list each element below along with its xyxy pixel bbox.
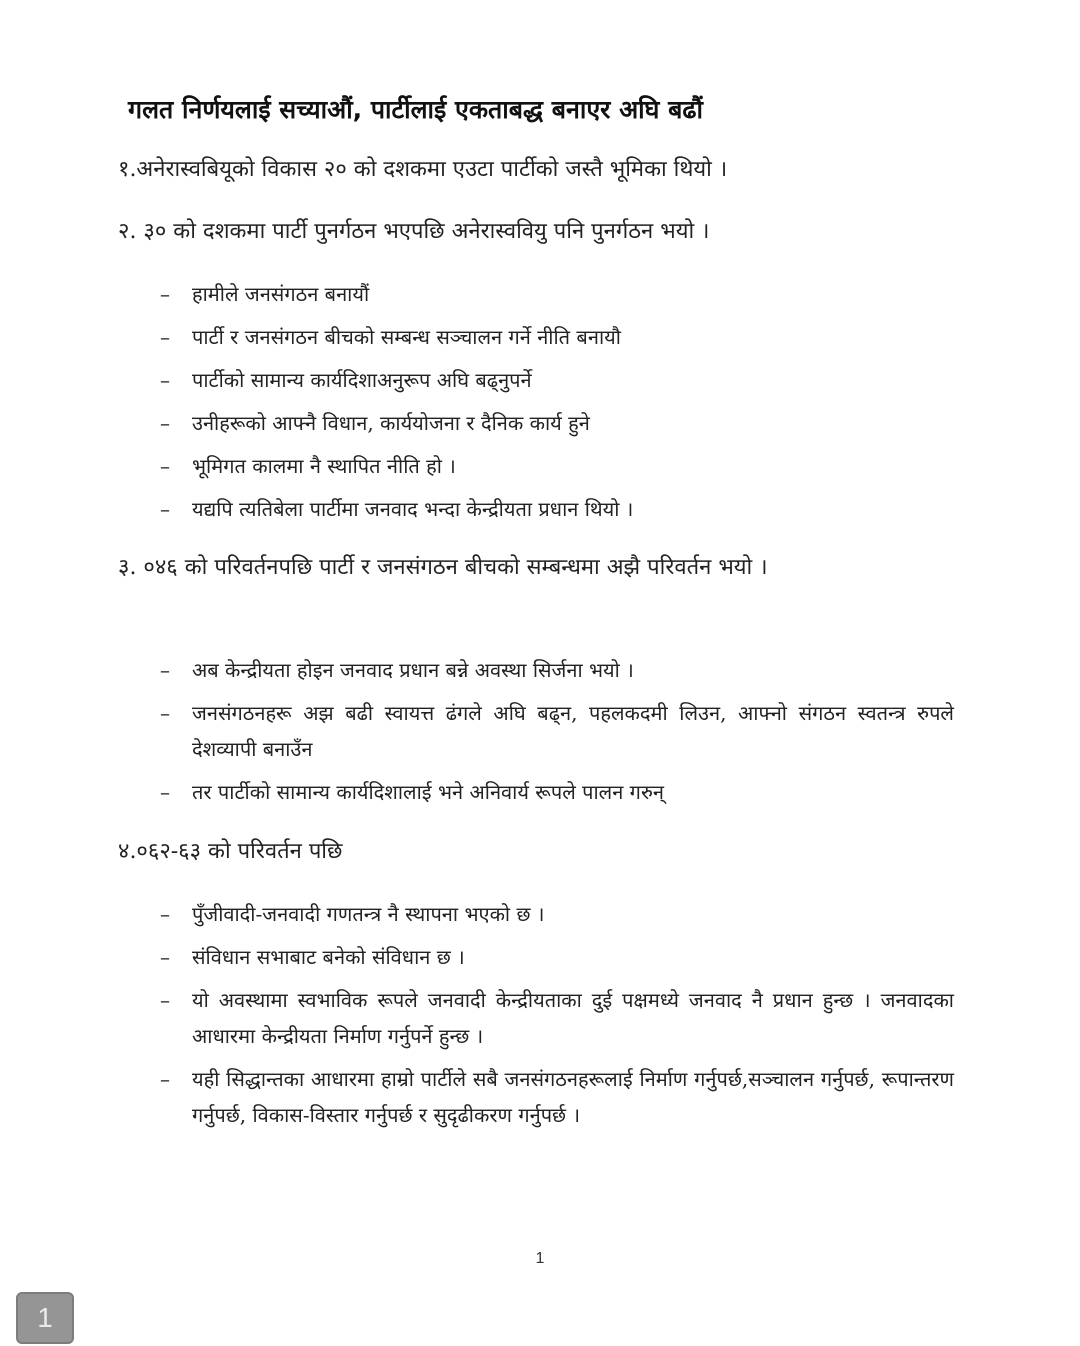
- list-item: [160, 774, 954, 810]
- list-item: [160, 982, 954, 1054]
- list-item-text: पार्टीको सामान्य कार्यदिशाअनुरूप अघि बढ्नुपर्ने: [192, 368, 532, 392]
- list-item: [160, 319, 954, 355]
- dash-bullet: –: [160, 988, 170, 1012]
- dash-bullet: –: [160, 497, 170, 521]
- point-3-bullet-list: [160, 652, 954, 817]
- dash-bullet: –: [160, 701, 170, 725]
- dash-bullet: –: [160, 454, 170, 478]
- list-item-text: भूमिगत कालमा नै स्थापित नीति हो ।: [192, 454, 456, 478]
- list-item: [160, 695, 954, 767]
- point-2: २. ३० को दशकमा पार्टी पुनर्गठन भएपछि अनेरास्ववियु पनि पुनर्गठन भयो ।: [118, 219, 710, 244]
- dash-bullet: –: [160, 945, 170, 969]
- list-item-text: संविधान सभाबाट बनेको संविधान छ ।: [192, 945, 465, 969]
- point-3: ३. ०४६ को परिवर्तनपछि पार्टी र जनसंगठन बीचको सम्बन्धमा अझै परिवर्तन भयो ।: [118, 555, 768, 580]
- dash-bullet: –: [160, 411, 170, 435]
- list-item-text: अब केन्द्रीयता होइन जनवाद प्रधान बन्ने अवस्था सिर्जना भयो ।: [192, 658, 634, 682]
- dash-bullet: –: [160, 368, 170, 392]
- list-item-text: पुँजीवादी-जनवादी गणतन्त्र नै स्थापना भएको छ ।: [192, 902, 545, 926]
- dash-bullet: –: [160, 1067, 170, 1091]
- point-4-bullet-list: [160, 896, 954, 1140]
- list-item: [160, 405, 954, 441]
- point-2-bullet-list: [160, 276, 954, 534]
- document-title: गलत निर्णयलाई सच्याऔं, पार्टीलाई एकताबद्ध बनाएर अघि बढौं: [128, 95, 703, 124]
- point-1: १.अनेरास्वबियूको विकास २० को दशकमा एउटा पार्टीको जस्तै भूमिका थियो ।: [118, 157, 728, 182]
- list-item: [160, 362, 954, 398]
- list-item: [160, 1061, 954, 1133]
- list-item-text: पार्टी र जनसंगठन बीचको सम्बन्ध सञ्चालन गर्ने नीति बनायौ: [192, 325, 621, 349]
- dash-bullet: –: [160, 325, 170, 349]
- list-item: [160, 896, 954, 932]
- list-item: [160, 652, 954, 688]
- list-item: [160, 448, 954, 484]
- list-item-text: जनसंगठनहरू अझ बढी स्वायत्त ढंगले अघि बढ्न, पहलकदमी लिउन, आफ्नो संगठन स्वतन्त्र रुपले देशव्यापी बनाउँन: [192, 701, 954, 761]
- dash-bullet: –: [160, 658, 170, 682]
- list-item: [160, 276, 954, 312]
- dash-bullet: –: [160, 282, 170, 306]
- list-item-text: यो अवस्थामा स्वभाविक रूपले जनवादी केन्द्रीयताका दुई पक्षमध्ये जनवाद नै प्रधान हुन्छ । जनवादका आधारमा केन्द्रीयता निर्माण गर्नुपर्ने हुन्छ ।: [192, 988, 954, 1048]
- page-number: 1: [535, 1250, 545, 1267]
- dash-bullet: –: [160, 902, 170, 926]
- list-item-text: उनीहरूको आफ्नै विधान, कार्ययोजना र दैनिक कार्य हुने: [192, 411, 590, 435]
- list-item-text: यद्यपि त्यतिबेला पार्टीमा जनवाद भन्दा केन्द्रीयता प्रधान थियो ।: [192, 497, 634, 521]
- page-indicator-badge[interactable]: 1: [16, 1292, 74, 1344]
- list-item: [160, 491, 954, 527]
- list-item-text: यही सिद्धान्तका आधारमा हाम्रो पार्टीले सबै जनसंगठनहरूलाई निर्माण गर्नुपर्छ,सञ्चालन गर्नुपर्छ, रूपान्तरण गर्नुपर्छ, विकास-विस्तार गर्नुपर्छ र सुदृढीकरण गर्नुपर्छ ।: [192, 1067, 954, 1127]
- list-item-text: तर पार्टीको सामान्य कार्यदिशालाई भने अनिवार्य रूपले पालन गरुन्: [192, 780, 664, 804]
- point-4: ४.०६२-६३ को परिवर्तन पछि: [118, 839, 343, 864]
- dash-bullet: –: [160, 780, 170, 804]
- list-item: [160, 939, 954, 975]
- list-item-text: हामीले जनसंगठन बनायौं: [192, 282, 370, 306]
